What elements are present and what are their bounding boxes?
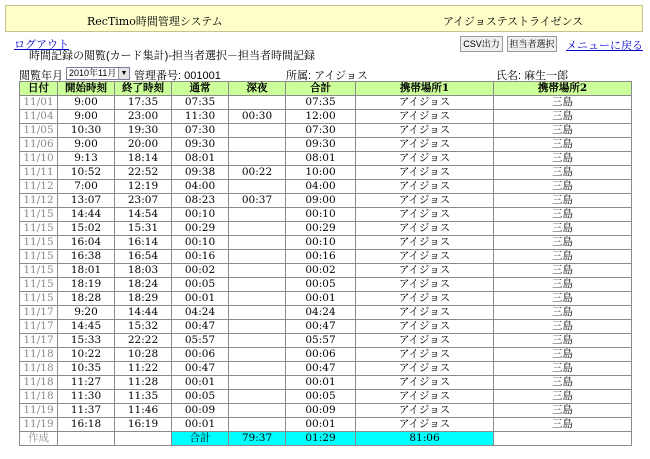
place1-cell: アイジョス xyxy=(356,418,494,432)
end-time-cell: 16:14 xyxy=(115,236,172,250)
place2-cell: 三島 xyxy=(494,362,632,376)
night-cell xyxy=(229,292,286,306)
table-row xyxy=(20,390,632,404)
start-time-cell: 15:02 xyxy=(58,222,115,236)
start-time-cell: 18:28 xyxy=(58,292,115,306)
place2-cell: 三島 xyxy=(494,404,632,418)
start-time-cell: 9:00 xyxy=(58,110,115,124)
place1-cell: アイジョス xyxy=(356,348,494,362)
end-time-cell: 16:19 xyxy=(115,418,172,432)
start-time-cell: 18:01 xyxy=(58,264,115,278)
start-time-cell: 9:00 xyxy=(58,96,115,110)
start-time-cell: 7:00 xyxy=(58,180,115,194)
normal-cell: 00:06 xyxy=(172,348,229,362)
place2-cell: 三島 xyxy=(494,418,632,432)
night-cell xyxy=(229,138,286,152)
footer-empty-cell xyxy=(58,432,115,446)
table-row xyxy=(20,348,632,362)
place1-cell: アイジョス xyxy=(356,96,494,110)
header-place1: 携帯場所1 xyxy=(356,82,494,96)
employee-name: 氏名: 麻生一郎 xyxy=(496,70,569,82)
night-cell xyxy=(229,222,286,236)
total-cell: 12:00 xyxy=(286,110,356,124)
normal-cell: 00:16 xyxy=(172,250,229,264)
table-row xyxy=(20,138,632,152)
normal-cell: 00:09 xyxy=(172,404,229,418)
total-cell: 08:01 xyxy=(286,152,356,166)
total-cell: 00:47 xyxy=(286,320,356,334)
date-cell: 11/12 xyxy=(20,194,58,208)
normal-cell: 00:01 xyxy=(172,292,229,306)
start-time-cell: 14:45 xyxy=(58,320,115,334)
start-time-cell: 11:37 xyxy=(58,404,115,418)
place2-cell: 三島 xyxy=(494,278,632,292)
place1-cell: アイジョス xyxy=(356,110,494,124)
table-row xyxy=(20,110,632,124)
total-cell: 00:01 xyxy=(286,418,356,432)
total-cell: 00:05 xyxy=(286,278,356,292)
table-row xyxy=(20,334,632,348)
total-cell: 00:10 xyxy=(286,208,356,222)
start-time-cell: 10:52 xyxy=(58,166,115,180)
place2-cell: 三島 xyxy=(494,180,632,194)
date-cell: 11/18 xyxy=(20,376,58,390)
table-row xyxy=(20,320,632,334)
place1-cell: アイジョス xyxy=(356,222,494,236)
place2-cell: 三島 xyxy=(494,96,632,110)
place1-cell: アイジョス xyxy=(356,362,494,376)
night-cell: 00:37 xyxy=(229,194,286,208)
end-time-cell: 11:46 xyxy=(115,404,172,418)
place2-cell: 三島 xyxy=(494,124,632,138)
time-record-table xyxy=(19,81,632,446)
night-cell xyxy=(229,152,286,166)
header-total: 合計 xyxy=(286,82,356,96)
place2-cell: 三島 xyxy=(494,152,632,166)
start-time-cell: 9:00 xyxy=(58,138,115,152)
total-cell: 04:24 xyxy=(286,306,356,320)
total-night: 01:29 xyxy=(286,432,356,446)
night-cell xyxy=(229,404,286,418)
date-cell: 11/15 xyxy=(20,208,58,222)
date-cell: 11/15 xyxy=(20,278,58,292)
end-time-cell: 23:07 xyxy=(115,194,172,208)
place2-cell: 三島 xyxy=(494,264,632,278)
place2-cell: 三島 xyxy=(494,194,632,208)
place1-cell: アイジョス xyxy=(356,292,494,306)
total-cell: 00:09 xyxy=(286,404,356,418)
end-time-cell: 16:54 xyxy=(115,250,172,264)
normal-cell: 00:10 xyxy=(172,236,229,250)
total-cell: 09:30 xyxy=(286,138,356,152)
place1-cell: アイジョス xyxy=(356,376,494,390)
date-cell: 11/05 xyxy=(20,124,58,138)
end-time-cell: 18:24 xyxy=(115,278,172,292)
total-label: 合計 xyxy=(172,432,229,446)
place1-cell: アイジョス xyxy=(356,404,494,418)
table-row xyxy=(20,250,632,264)
end-time-cell: 22:52 xyxy=(115,166,172,180)
year-month-value: 2010年11月 xyxy=(69,68,117,78)
date-cell: 11/18 xyxy=(20,348,58,362)
date-cell: 11/18 xyxy=(20,390,58,404)
total-normal: 79:37 xyxy=(229,432,286,446)
start-time-cell: 18:19 xyxy=(58,278,115,292)
normal-cell: 00:47 xyxy=(172,362,229,376)
total-cell: 04:00 xyxy=(286,180,356,194)
end-time-cell: 11:22 xyxy=(115,362,172,376)
night-cell xyxy=(229,376,286,390)
start-time-cell: 15:33 xyxy=(58,334,115,348)
table-row xyxy=(20,376,632,390)
header-end: 終了時刻 xyxy=(115,82,172,96)
date-cell: 11/15 xyxy=(20,236,58,250)
night-cell xyxy=(229,236,286,250)
manage-number: 管理番号: 001001 xyxy=(134,70,221,82)
normal-cell: 04:24 xyxy=(172,306,229,320)
night-cell xyxy=(229,306,286,320)
back-to-menu-link[interactable]: メニューに戻る xyxy=(566,40,643,52)
place1-cell: アイジョス xyxy=(356,390,494,404)
app-title: RecTimo時間管理システム xyxy=(87,15,223,28)
night-cell xyxy=(229,278,286,292)
night-cell xyxy=(229,390,286,404)
place2-cell: 三島 xyxy=(494,292,632,306)
place2-cell: 三島 xyxy=(494,138,632,152)
date-cell: 11/17 xyxy=(20,334,58,348)
logout-link[interactable]: ログアウト xyxy=(14,39,69,51)
start-time-cell: 14:44 xyxy=(58,208,115,222)
normal-cell: 09:30 xyxy=(172,138,229,152)
start-time-cell: 16:18 xyxy=(58,418,115,432)
table-row xyxy=(20,124,632,138)
end-time-cell: 17:35 xyxy=(115,96,172,110)
place1-cell: アイジョス xyxy=(356,278,494,292)
footer-empty-cell xyxy=(494,432,632,446)
night-cell xyxy=(229,208,286,222)
place2-cell: 三島 xyxy=(494,348,632,362)
place2-cell: 三島 xyxy=(494,236,632,250)
date-cell: 11/19 xyxy=(20,418,58,432)
place2-cell: 三島 xyxy=(494,166,632,180)
total-cell: 00:10 xyxy=(286,236,356,250)
start-time-cell: 10:35 xyxy=(58,362,115,376)
start-time-cell: 10:22 xyxy=(58,348,115,362)
place1-cell: アイジョス xyxy=(356,180,494,194)
night-cell xyxy=(229,320,286,334)
night-cell xyxy=(229,250,286,264)
normal-cell: 00:29 xyxy=(172,222,229,236)
start-time-cell: 11:30 xyxy=(58,390,115,404)
normal-cell: 08:23 xyxy=(172,194,229,208)
normal-cell: 00:05 xyxy=(172,278,229,292)
place2-cell: 三島 xyxy=(494,334,632,348)
table-footer-row xyxy=(20,432,632,446)
date-cell: 11/01 xyxy=(20,96,58,110)
total-cell: 00:02 xyxy=(286,264,356,278)
normal-cell: 09:38 xyxy=(172,166,229,180)
table-row xyxy=(20,208,632,222)
table-row xyxy=(20,292,632,306)
normal-cell: 00:01 xyxy=(172,376,229,390)
end-time-cell: 15:32 xyxy=(115,320,172,334)
total-cell: 00:01 xyxy=(286,292,356,306)
night-cell xyxy=(229,334,286,348)
start-time-cell: 10:30 xyxy=(58,124,115,138)
place1-cell: アイジョス xyxy=(356,194,494,208)
night-cell: 00:30 xyxy=(229,110,286,124)
table-header-row xyxy=(20,82,632,96)
place1-cell: アイジョス xyxy=(356,320,494,334)
place1-cell: アイジョス xyxy=(356,166,494,180)
table-row xyxy=(20,236,632,250)
date-cell: 11/10 xyxy=(20,152,58,166)
table-row xyxy=(20,362,632,376)
normal-cell: 11:30 xyxy=(172,110,229,124)
start-time-cell: 9:13 xyxy=(58,152,115,166)
chevron-down-icon[interactable]: ▼ xyxy=(118,68,129,79)
night-cell xyxy=(229,264,286,278)
start-time-cell: 11:27 xyxy=(58,376,115,390)
place1-cell: アイジョス xyxy=(356,306,494,320)
normal-cell: 04:00 xyxy=(172,180,229,194)
place1-cell: アイジョス xyxy=(356,138,494,152)
place1-cell: アイジョス xyxy=(356,250,494,264)
table-row xyxy=(20,180,632,194)
table-row xyxy=(20,404,632,418)
create-cell[interactable]: 作成 xyxy=(20,432,58,446)
normal-cell: 00:10 xyxy=(172,208,229,222)
header-night: 深夜 xyxy=(229,82,286,96)
header-start: 開始時刻 xyxy=(58,82,115,96)
date-cell: 11/11 xyxy=(20,166,58,180)
place1-cell: アイジョス xyxy=(356,152,494,166)
total-cell: 05:57 xyxy=(286,334,356,348)
normal-cell: 08:01 xyxy=(172,152,229,166)
place2-cell: 三島 xyxy=(494,306,632,320)
footer-empty-cell xyxy=(115,432,172,446)
date-cell: 11/18 xyxy=(20,362,58,376)
date-cell: 11/15 xyxy=(20,222,58,236)
place2-cell: 三島 xyxy=(494,110,632,124)
start-time-cell: 16:38 xyxy=(58,250,115,264)
header-date: 日付 xyxy=(20,82,58,96)
place1-cell: アイジョス xyxy=(356,236,494,250)
table-row xyxy=(20,264,632,278)
end-time-cell: 20:00 xyxy=(115,138,172,152)
start-time-cell: 9:20 xyxy=(58,306,115,320)
date-cell: 11/19 xyxy=(20,404,58,418)
night-cell xyxy=(229,348,286,362)
table-row xyxy=(20,278,632,292)
normal-cell: 00:01 xyxy=(172,418,229,432)
table-row xyxy=(20,194,632,208)
table-row xyxy=(20,306,632,320)
start-time-cell: 16:04 xyxy=(58,236,115,250)
place2-cell: 三島 xyxy=(494,376,632,390)
total-cell: 00:06 xyxy=(286,348,356,362)
place2-cell: 三島 xyxy=(494,208,632,222)
total-sum: 81:06 xyxy=(356,432,494,446)
end-time-cell: 11:35 xyxy=(115,390,172,404)
end-time-cell: 14:54 xyxy=(115,208,172,222)
place1-cell: アイジョス xyxy=(356,264,494,278)
total-cell: 00:29 xyxy=(286,222,356,236)
date-cell: 11/06 xyxy=(20,138,58,152)
table-row xyxy=(20,96,632,110)
date-cell: 11/04 xyxy=(20,110,58,124)
end-time-cell: 15:31 xyxy=(115,222,172,236)
date-cell: 11/15 xyxy=(20,292,58,306)
end-time-cell: 12:19 xyxy=(115,180,172,194)
total-cell: 00:05 xyxy=(286,390,356,404)
end-time-cell: 18:29 xyxy=(115,292,172,306)
total-cell: 07:30 xyxy=(286,124,356,138)
end-time-cell: 18:03 xyxy=(115,264,172,278)
table-row xyxy=(20,418,632,432)
night-cell xyxy=(229,362,286,376)
normal-cell: 00:05 xyxy=(172,390,229,404)
csv-export-button[interactable]: CSV出力 xyxy=(460,36,503,52)
place2-cell: 三島 xyxy=(494,222,632,236)
select-person-button[interactable]: 担当者選択 xyxy=(507,36,557,52)
night-cell xyxy=(229,418,286,432)
date-cell: 11/15 xyxy=(20,250,58,264)
normal-cell: 05:57 xyxy=(172,334,229,348)
end-time-cell: 22:22 xyxy=(115,334,172,348)
date-cell: 11/15 xyxy=(20,264,58,278)
normal-cell: 00:02 xyxy=(172,264,229,278)
table-row xyxy=(20,152,632,166)
total-cell: 00:01 xyxy=(286,376,356,390)
date-cell: 11/17 xyxy=(20,306,58,320)
end-time-cell: 19:30 xyxy=(115,124,172,138)
company-name: アイジョステストライゼンス xyxy=(443,15,584,28)
header-normal: 通常 xyxy=(172,82,229,96)
year-month-select[interactable] xyxy=(66,67,130,80)
total-cell: 00:16 xyxy=(286,250,356,264)
night-cell xyxy=(229,180,286,194)
table-row xyxy=(20,222,632,236)
place1-cell: アイジョス xyxy=(356,124,494,138)
end-time-cell: 11:28 xyxy=(115,376,172,390)
place2-cell: 三島 xyxy=(494,320,632,334)
total-cell: 00:47 xyxy=(286,362,356,376)
place2-cell: 三島 xyxy=(494,390,632,404)
normal-cell: 07:35 xyxy=(172,96,229,110)
year-month-label: 閲覧年月 xyxy=(19,70,63,82)
total-cell: 07:35 xyxy=(286,96,356,110)
normal-cell: 00:47 xyxy=(172,320,229,334)
total-cell: 09:00 xyxy=(286,194,356,208)
date-cell: 11/12 xyxy=(20,180,58,194)
total-cell: 10:00 xyxy=(286,166,356,180)
header-place2: 携帯場所2 xyxy=(494,82,632,96)
night-cell xyxy=(229,96,286,110)
affiliation: 所属: アイジョス xyxy=(286,70,368,82)
night-cell xyxy=(229,124,286,138)
end-time-cell: 18:14 xyxy=(115,152,172,166)
place2-cell: 三島 xyxy=(494,250,632,264)
breadcrumb: 時間記録の閲覧(カード集計)-担当者選択－担当者時間記録 xyxy=(29,50,315,62)
start-time-cell: 13:07 xyxy=(58,194,115,208)
normal-cell: 07:30 xyxy=(172,124,229,138)
place1-cell: アイジョス xyxy=(356,334,494,348)
night-cell: 00:22 xyxy=(229,166,286,180)
place1-cell: アイジョス xyxy=(356,208,494,222)
end-time-cell: 14:44 xyxy=(115,306,172,320)
date-cell: 11/17 xyxy=(20,320,58,334)
end-time-cell: 23:00 xyxy=(115,110,172,124)
app-header xyxy=(5,5,643,32)
table-row xyxy=(20,166,632,180)
end-time-cell: 10:28 xyxy=(115,348,172,362)
